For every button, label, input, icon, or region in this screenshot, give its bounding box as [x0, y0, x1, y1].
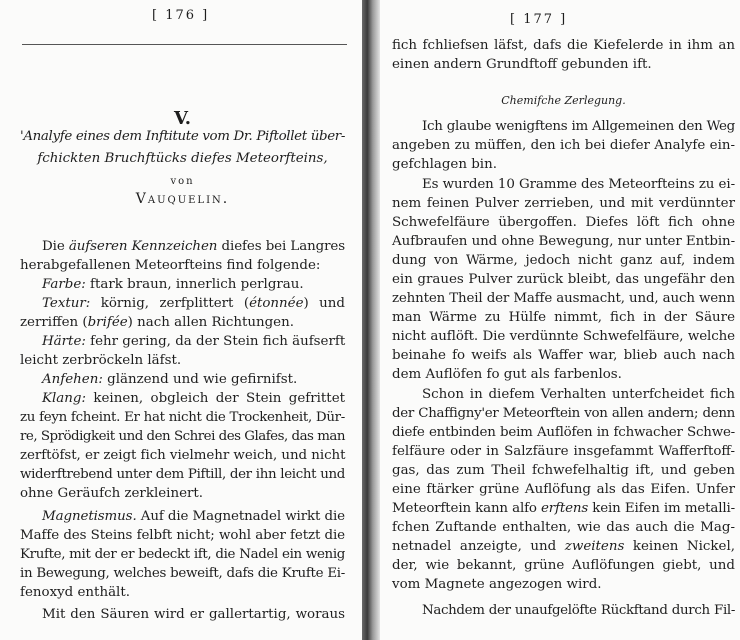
text-line — [42, 295, 345, 313]
text-line — [20, 466, 345, 484]
text: Meteorftein kann alfo — [392, 501, 542, 516]
text: Chemifche Zerlegung. — [501, 94, 626, 107]
page-number: [ 177 ] — [510, 12, 568, 27]
text-line — [20, 527, 345, 545]
text-line — [392, 500, 735, 518]
text-line — [392, 290, 735, 308]
text-line — [392, 576, 735, 594]
text: leicht zerbröckeln läfst. — [20, 353, 182, 368]
text: keinen, obgleich der Stein gefrittet — [85, 391, 345, 406]
text: körnig, zerfplittert ( — [90, 296, 250, 311]
text-line — [392, 137, 735, 155]
text: re, Sprödigkeit und den Schrei des Glafes, das man — [20, 429, 345, 444]
italic-text: 'Analyfe eines dem Inftitute vom Dr. Piftollet über- — [20, 129, 345, 144]
text: Die — [42, 239, 69, 254]
text: diefes bei Langres — [217, 239, 345, 254]
text: gefchlagen bin. — [392, 157, 497, 172]
text: nem feinen Pulver zerrieben, und mit verdünnter — [392, 196, 735, 211]
text-line — [392, 538, 735, 556]
text-line — [392, 405, 735, 423]
text: beinahe fo weifs als Waffer war, blieb auch nach — [392, 348, 735, 363]
text-line — [392, 557, 735, 575]
text: Nachdem der unaufgelöfte Rückftand durch Fil- — [422, 603, 735, 618]
text: Mit den Säuren wird er gallertartig, woraus — [42, 607, 345, 622]
text: ftark braun, innerlich perlgrau. — [85, 277, 304, 292]
text-line — [42, 390, 345, 408]
text-line — [392, 462, 735, 480]
text-line — [20, 128, 345, 146]
text-line — [42, 371, 345, 389]
text-line — [42, 238, 345, 256]
right-page — [380, 0, 740, 640]
italic-text: Magnetismus. — [42, 509, 137, 524]
italic-text: Anfehen: — [42, 372, 103, 387]
text-line — [392, 252, 735, 270]
text: zerriffen ( — [20, 315, 88, 330]
text-line — [422, 602, 735, 620]
heading-line — [20, 108, 345, 130]
italic-text: étonnée — [249, 296, 304, 311]
text: diefe entbinden beim Auflöfen in fchwacher Schwe- — [392, 425, 735, 440]
text: zehnten Theil der Maffe ausmacht, und, auch wenn — [392, 291, 735, 306]
heading-line — [20, 190, 345, 208]
page-number: [ 176 ] — [152, 8, 210, 23]
italic-text: Klang: — [42, 391, 86, 406]
text: vom Magnete angezogen wird. — [392, 577, 602, 592]
text: ) nach allen Richtungen. — [127, 315, 294, 330]
text: Krufte, mit der er bedeckt ift, die Nadel ein wenig — [20, 547, 345, 562]
text: der Chaffigny'er Meteorftein von allen andern; denn — [392, 406, 735, 421]
text: ein graues Pulver zurück bleibt, das ungefähr den — [392, 272, 735, 287]
italic-text: brifée — [87, 315, 128, 330]
text: der, wie bekannt, grüne Auflöfungen giebt, und — [392, 558, 735, 573]
text-line — [20, 565, 345, 583]
text: gas, das zum Theil fchwefelhaltig ift, und geben — [392, 463, 735, 478]
italic-text: erftens — [541, 501, 589, 516]
italic-text: Härte: — [42, 334, 86, 349]
text: Schwefelfäure übergoffen. Diefes löft fich ohne — [392, 215, 735, 230]
text: angeben zu müffen, den ich bei diefer Analyfe ein- — [392, 138, 735, 153]
text: glänzend und wie gefirnifst. — [102, 372, 298, 387]
text-line — [42, 606, 345, 624]
text: zu feyn fcheint. Er hat nicht die Trockenheit, Dür- — [20, 410, 345, 425]
text-line — [20, 485, 345, 503]
text: fchen Zuftande enthalten, wie das auch die Mag- — [392, 520, 735, 535]
text: fenoxyd enthält. — [20, 585, 130, 600]
text-line — [392, 156, 735, 174]
italic-text: zweitens — [564, 539, 625, 554]
text: zerftöfst, er zeigt fich vielmehr weich, und nicht — [20, 448, 346, 463]
text: kein Eifen im metalli- — [588, 501, 735, 516]
text-line — [392, 233, 735, 251]
text-line — [392, 366, 735, 384]
text-line — [392, 481, 735, 499]
italic-text: Textur: — [42, 296, 91, 311]
text-line — [422, 118, 735, 136]
text: Vauquelin. — [135, 191, 230, 207]
text: in Bewegung, welches beweift, dafs die Krufte Ei- — [20, 566, 345, 581]
text-line — [422, 386, 735, 404]
italic-text: fchickten Bruchftücks diefes Meteorfteins, — [37, 151, 328, 166]
italic-text: Farbe: — [42, 277, 86, 292]
text-line — [42, 508, 345, 526]
text-line — [392, 195, 735, 213]
book-gutter — [362, 0, 380, 640]
text: dung von Wärme, jedoch nicht ganz auf, indem — [392, 253, 735, 268]
text-line — [20, 546, 345, 564]
text: netnadel anzeigte, und — [392, 539, 565, 554]
text: Es wurden 10 Gramme des Meteorfteins zu ei- — [422, 177, 735, 192]
text-line — [20, 352, 345, 370]
text: man Wärme zu Hülfe nimmt, fich in der Säure — [392, 310, 735, 325]
text: Ich glaube wenigftens im Allgemeinen den Weg — [422, 119, 735, 134]
text-line — [392, 271, 735, 289]
text: ohne Geräufch zerkleinert. — [20, 486, 204, 501]
text: fehr gering, da der Stein fich äufserft — [85, 334, 346, 349]
heading-line — [20, 173, 345, 191]
text: Maffe des Steins felbft nicht; wohl aber fetzt die — [20, 528, 345, 543]
text: Schon in diefem Verhalten unterfcheidet fich — [422, 387, 735, 402]
text: eine ftärker grüne Auflöfung als das Eifen. Unfer — [392, 482, 735, 497]
text-line — [20, 584, 345, 602]
text-line — [392, 347, 735, 365]
text: felfäure oder in Salzfäure insgefammt Wafferftoff- — [392, 444, 735, 459]
text-line — [392, 519, 735, 537]
text-line — [20, 447, 345, 465]
text-line — [392, 214, 735, 232]
text: widerftrebend unter dem Piftill, der ihn leicht und — [20, 467, 345, 482]
text-line — [392, 56, 735, 74]
text-line — [392, 309, 735, 327]
text: fich fchliefsen läfst, dafs die Kiefelerde in ihm an — [392, 38, 735, 53]
text: nicht auflöft. Die verdünnte Schwefelfäure, welche — [392, 329, 735, 344]
heading-line — [392, 92, 735, 110]
text-line — [42, 333, 345, 351]
heading-line — [20, 150, 345, 168]
text: von — [170, 176, 195, 187]
text-line — [20, 428, 345, 446]
text-line — [42, 276, 345, 294]
text-line — [422, 176, 735, 194]
text: Aufbraufen und ohne Bewegung, nur unter Entbin- — [392, 234, 735, 249]
text-line — [20, 257, 345, 275]
text-line — [392, 37, 735, 55]
text: einen andern Grundftoff gebunden ift. — [392, 57, 652, 72]
text: dem Auflöfen fo gut als farbenlos. — [392, 367, 622, 382]
text: V. — [173, 108, 192, 129]
text: Auf die Magnetnadel wirkt die — [136, 509, 345, 524]
left-page — [0, 0, 362, 640]
italic-text: äufseren Kennzeichen — [68, 239, 218, 254]
text-line — [392, 328, 735, 346]
text: keinen Nickel, — [624, 539, 735, 554]
text-line — [20, 314, 345, 332]
text-line — [392, 443, 735, 461]
text: herabgefallenen Meteorfteins find folgende: — [20, 258, 321, 273]
text: ) und — [303, 296, 346, 311]
header-rule — [22, 44, 347, 45]
text-line — [392, 424, 735, 442]
text-line — [20, 409, 345, 427]
